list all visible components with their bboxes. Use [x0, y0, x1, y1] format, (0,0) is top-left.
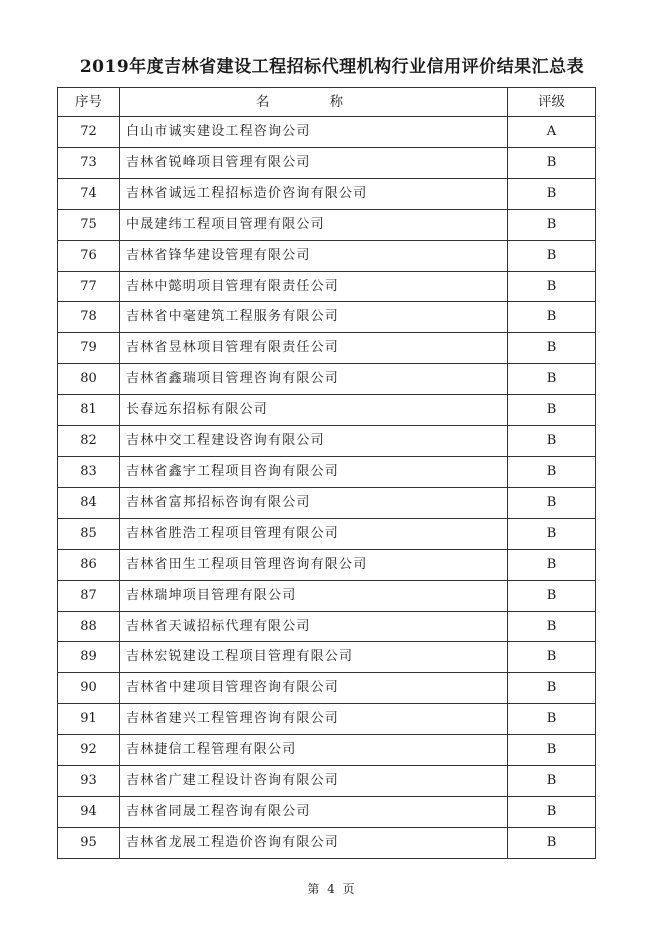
company-name: 吉林省胜浩工程项目管理有限公司: [120, 518, 508, 549]
table-row: [58, 518, 596, 549]
credit-grade: B: [508, 766, 596, 797]
row-number: 87: [58, 580, 120, 611]
credit-grade: B: [508, 302, 596, 333]
row-number: 75: [58, 209, 120, 240]
company-name: 白山市诚实建设工程咨询公司: [120, 117, 508, 148]
row-number: 72: [58, 117, 120, 148]
results-table: [57, 87, 596, 859]
credit-grade: B: [508, 827, 596, 858]
table-header-row: [58, 88, 596, 117]
row-number: 73: [58, 147, 120, 178]
credit-grade: B: [508, 704, 596, 735]
credit-grade: B: [508, 364, 596, 395]
table-row: [58, 209, 596, 240]
row-number: 92: [58, 735, 120, 766]
company-name: 吉林省建兴工程管理咨询有限公司: [120, 704, 508, 735]
row-number: 86: [58, 549, 120, 580]
table-body: [58, 117, 596, 859]
row-number: 90: [58, 673, 120, 704]
row-number: 85: [58, 518, 120, 549]
column-header-no: 序号: [58, 88, 120, 117]
column-header-grade: 评级: [508, 88, 596, 117]
table-row: [58, 426, 596, 457]
page-number: 第 4 页: [307, 882, 357, 896]
company-name: 吉林省富邦招标咨询有限公司: [120, 487, 508, 518]
table-row: [58, 827, 596, 858]
row-number: 79: [58, 333, 120, 364]
credit-grade: B: [508, 147, 596, 178]
row-number: 83: [58, 456, 120, 487]
page-title: 2019年度吉林省建设工程招标代理机构行业信用评价结果汇总表: [79, 57, 585, 77]
company-name: 吉林宏锐建设工程项目管理有限公司: [120, 642, 508, 673]
table-row: [58, 673, 596, 704]
credit-grade: B: [508, 178, 596, 209]
credit-grade: B: [508, 796, 596, 827]
company-name: 吉林捷信工程管理有限公司: [120, 735, 508, 766]
table-row: [58, 117, 596, 148]
credit-grade: B: [508, 333, 596, 364]
company-name: 吉林省锐峰项目管理有限公司: [120, 147, 508, 178]
table-row: [58, 147, 596, 178]
row-number: 77: [58, 271, 120, 302]
table-row: [58, 271, 596, 302]
company-name: 吉林省天诚招标代理有限公司: [120, 611, 508, 642]
company-name: 吉林省同晟工程咨询有限公司: [120, 796, 508, 827]
credit-grade: B: [508, 395, 596, 426]
company-name: 长春远东招标有限公司: [120, 395, 508, 426]
row-number: 74: [58, 178, 120, 209]
company-name: 中晟建纬工程项目管理有限公司: [120, 209, 508, 240]
row-number: 88: [58, 611, 120, 642]
company-name: 吉林中交工程建设咨询有限公司: [120, 426, 508, 457]
company-name: 吉林省中毫建筑工程服务有限公司: [120, 302, 508, 333]
company-name: 吉林省鑫宇工程项目咨询有限公司: [120, 456, 508, 487]
credit-grade: B: [508, 580, 596, 611]
row-number: 84: [58, 487, 120, 518]
table-row: [58, 487, 596, 518]
company-name: 吉林省田生工程项目管理咨询有限公司: [120, 549, 508, 580]
table-row: [58, 364, 596, 395]
credit-grade: B: [508, 271, 596, 302]
credit-grade: B: [508, 209, 596, 240]
credit-grade: B: [508, 426, 596, 457]
company-name: 吉林省鑫瑞项目管理咨询有限公司: [120, 364, 508, 395]
row-number: 81: [58, 395, 120, 426]
table-row: [58, 549, 596, 580]
credit-grade: B: [508, 735, 596, 766]
credit-grade: B: [508, 549, 596, 580]
row-number: 91: [58, 704, 120, 735]
row-number: 76: [58, 240, 120, 271]
table-row: [58, 766, 596, 797]
row-number: 82: [58, 426, 120, 457]
credit-grade: A: [508, 117, 596, 148]
table-row: [58, 796, 596, 827]
company-name: 吉林瑞坤项目管理有限公司: [120, 580, 508, 611]
row-number: 94: [58, 796, 120, 827]
company-name: 吉林中懿明项目管理有限责任公司: [120, 271, 508, 302]
table-row: [58, 302, 596, 333]
credit-grade: B: [508, 487, 596, 518]
column-header-name: 名 称: [120, 88, 508, 117]
table-row: [58, 395, 596, 426]
table-row: [58, 456, 596, 487]
company-name: 吉林省锋华建设管理有限公司: [120, 240, 508, 271]
credit-grade: B: [508, 240, 596, 271]
table-row: [58, 240, 596, 271]
company-name: 吉林省昱林项目管理有限责任公司: [120, 333, 508, 364]
table-row: [58, 704, 596, 735]
row-number: 95: [58, 827, 120, 858]
table-row: [58, 333, 596, 364]
company-name: 吉林省广建工程设计咨询有限公司: [120, 766, 508, 797]
table-row: [58, 178, 596, 209]
credit-grade: B: [508, 456, 596, 487]
company-name: 吉林省中建项目管理咨询有限公司: [120, 673, 508, 704]
table-row: [58, 735, 596, 766]
table-row: [58, 611, 596, 642]
credit-grade: B: [508, 518, 596, 549]
company-name: 吉林省诚远工程招标造价咨询有限公司: [120, 178, 508, 209]
credit-grade: B: [508, 673, 596, 704]
credit-grade: B: [508, 642, 596, 673]
row-number: 89: [58, 642, 120, 673]
row-number: 78: [58, 302, 120, 333]
table-row: [58, 580, 596, 611]
credit-grade: B: [508, 611, 596, 642]
company-name: 吉林省龙展工程造价咨询有限公司: [120, 827, 508, 858]
table-row: [58, 642, 596, 673]
row-number: 80: [58, 364, 120, 395]
row-number: 93: [58, 766, 120, 797]
